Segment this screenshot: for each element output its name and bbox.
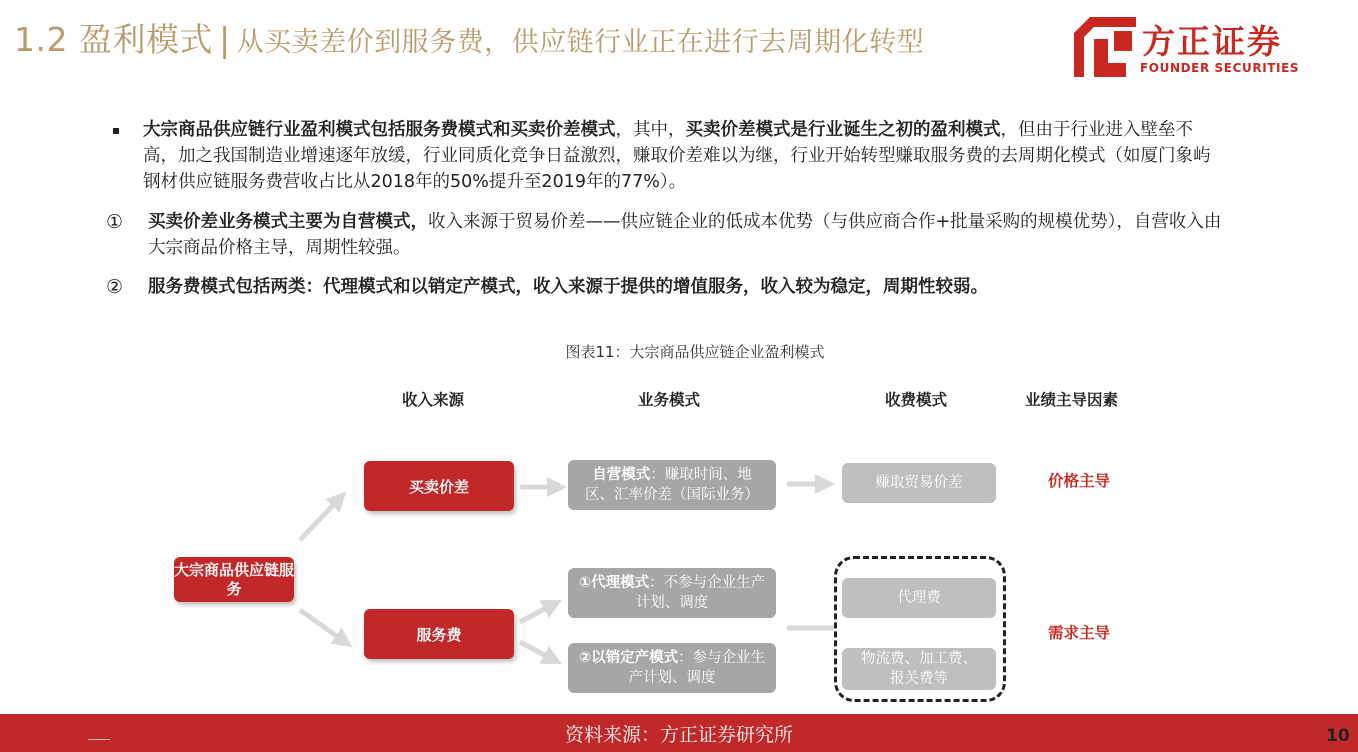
biz-order-text: ：参与企业生产计划、调度: [628, 650, 766, 686]
p1-bold-a: 大宗商品供应链行业盈利模式包括服务费模式和买卖价差模式: [143, 120, 616, 140]
p2-text: 收入来源于贸易价差——供应链企业的低成本优势（与供应商合作+批量采购的规模优势），自营收入由大宗商品价格主导，周期性较强。: [148, 212, 1222, 258]
p1-bold-b: 买卖价差模式是行业诞生之初的盈利模式: [685, 120, 1001, 140]
arrow-root-to-spread: [300, 498, 340, 540]
arrow-service-to-agent: [520, 604, 554, 622]
list-number-1: ①: [106, 211, 124, 233]
title-separator: |: [218, 20, 231, 59]
logo-name-en: FOUNDER SECURITIES: [1140, 61, 1300, 75]
node-fee-agency: 代理费: [842, 578, 996, 618]
p3-bold: 服务费模式包括两类：代理模式和以销定产模式，收入来源于提供的增值服务，收入较为稳定，周期性较弱。: [148, 277, 988, 297]
p2-bold: 买卖价差业务模式主要为自营模式，: [148, 212, 428, 232]
page-number: 10: [1326, 726, 1350, 746]
biz-agent-text: ：不参与企业生产计划、调度: [635, 575, 766, 611]
node-fee-trade-spread: 赚取贸易价差: [842, 463, 996, 503]
figure-caption: 图表11：大宗商品供应链企业盈利模式: [565, 343, 825, 361]
node-biz-build-to-order: [568, 643, 776, 693]
driver-demand-led: 需求主导: [1048, 624, 1111, 642]
biz-self-content: [578, 465, 766, 505]
p1-text-b: ，但由于行业进入壁垒不高，加之我国制造业增速逐年放缓，行业同质化竞争日益激烈，赚取价差难以为继，行业开始转型赚取服务费的去周期化模式（如厦门象屿钢材供应链服务费营收占比从2018年的50%提升至2019年的77%）。: [143, 120, 1211, 192]
title-main: 1.2 盈利模式: [14, 20, 213, 59]
biz-self-text: ：赚取时间、地区、汇率价差（国际业务）: [585, 467, 759, 503]
arrow-service-to-order: [520, 642, 554, 660]
arrow-root-to-service: [300, 610, 345, 642]
p1-text-a: ，其中，: [615, 120, 686, 140]
title-subtitle: 从买卖差价到服务费，供应链行业正在进行去周期化转型: [236, 27, 925, 58]
biz-agent-content: [578, 573, 766, 613]
node-biz-agency: [568, 568, 776, 618]
biz-order-content: [578, 648, 766, 688]
node-root-commodity-supply-chain: 大宗商品供应链服务: [174, 557, 294, 602]
column-header-business: 业务模式: [638, 391, 701, 409]
node-biz-self-operated: [568, 460, 776, 510]
node-fee-logistics-processing: 物流费、加工费、报关费等: [842, 648, 996, 690]
driver-price-led: 价格主导: [1048, 472, 1111, 490]
logo-name-cn: 方正证券: [1142, 22, 1282, 61]
column-header-driver: 业绩主导因素: [1025, 391, 1119, 409]
biz-self-bold: 自营模式: [592, 467, 651, 483]
column-header-fee: 收费模式: [885, 391, 948, 409]
node-income-service-fee: 服务费: [364, 609, 514, 659]
biz-order-bold: ②以销定产模式: [578, 650, 679, 666]
list-number-2: ②: [106, 276, 124, 298]
biz-agent-bold: ①代理模式: [578, 575, 650, 591]
node-income-spread: 买卖价差: [364, 461, 514, 511]
column-header-income: 收入来源: [402, 391, 465, 409]
footer-source: 资料来源：方正证券研究所: [564, 724, 793, 746]
